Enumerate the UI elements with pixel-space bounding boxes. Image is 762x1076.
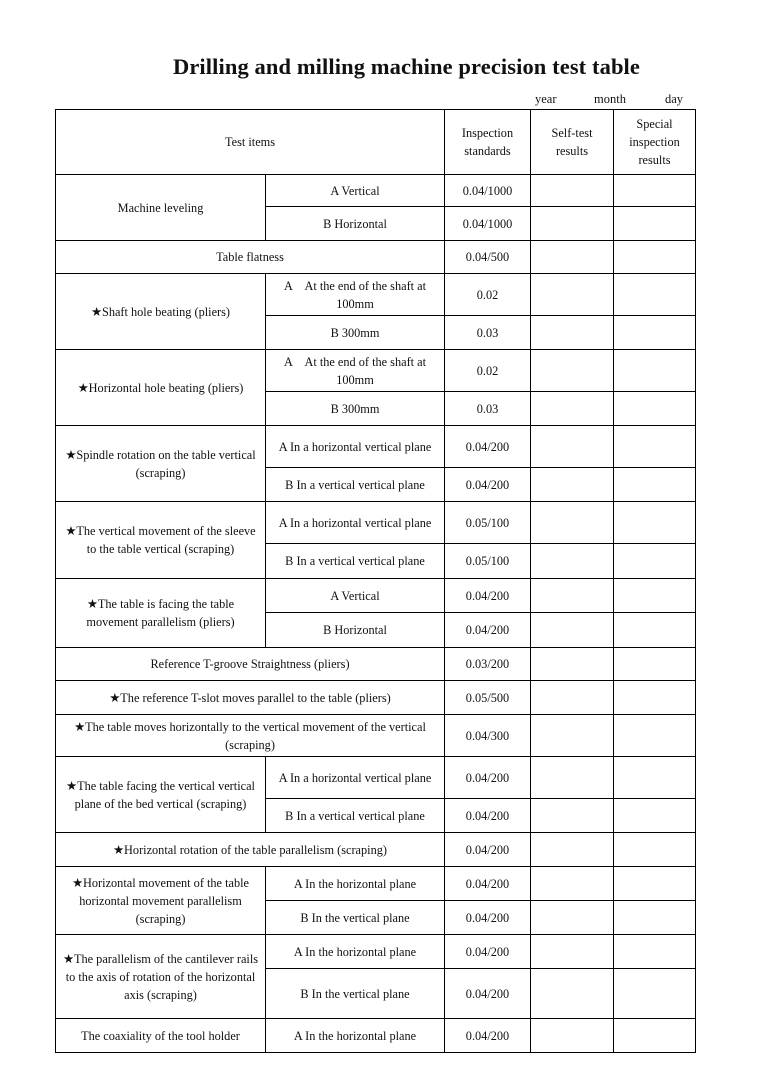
- sub-item-cell: A In a horizontal vertical plane: [266, 502, 445, 544]
- standard-cell: 0.04/300: [445, 715, 531, 757]
- standard-cell: 0.04/200: [445, 468, 531, 502]
- standard-cell: 0.04/200: [445, 969, 531, 1019]
- standard-cell: 0.02: [445, 350, 531, 392]
- standard-cell: 0.04/200: [445, 1019, 531, 1053]
- sub-item-cell: A In a horizontal vertical plane: [266, 426, 445, 468]
- test-item-cell: ★The table facing the vertical vertical plane of the bed vertical (scraping): [56, 757, 266, 833]
- test-item-cell: ★Spindle rotation on the table vertical (scraping): [56, 426, 266, 502]
- standard-cell: 0.03: [445, 316, 531, 350]
- self-test-cell[interactable]: [531, 715, 614, 757]
- self-test-cell[interactable]: [531, 901, 614, 935]
- test-item-cell: ★The table moves horizontally to the vertical movement of the vertical (scraping): [56, 715, 445, 757]
- standard-cell: 0.02: [445, 274, 531, 316]
- standard-cell: 0.04/200: [445, 901, 531, 935]
- special-inspection-cell[interactable]: [614, 274, 696, 316]
- sub-item-cell: A At the end of the shaft at 100mm: [266, 350, 445, 392]
- special-inspection-cell[interactable]: [614, 241, 696, 274]
- self-test-cell[interactable]: [531, 681, 614, 715]
- self-test-cell[interactable]: [531, 392, 614, 426]
- date-month-label: month: [594, 92, 626, 106]
- self-test-cell[interactable]: [531, 544, 614, 579]
- table-row: [56, 935, 696, 969]
- table-row: [56, 426, 696, 468]
- sub-item-cell: A Vertical: [266, 175, 445, 207]
- table-row: [56, 715, 696, 757]
- standard-cell: 0.04/200: [445, 426, 531, 468]
- test-item-cell: ★Horizontal rotation of the table parallelism (scraping): [56, 833, 445, 867]
- special-inspection-cell[interactable]: [614, 715, 696, 757]
- special-inspection-cell[interactable]: [614, 613, 696, 648]
- test-item-cell: The coaxiality of the tool holder: [56, 1019, 266, 1053]
- standard-cell: 0.03/200: [445, 648, 531, 681]
- sub-item-cell: B 300mm: [266, 316, 445, 350]
- standard-cell: 0.04/200: [445, 757, 531, 799]
- special-inspection-cell[interactable]: [614, 502, 696, 544]
- special-inspection-cell[interactable]: [614, 935, 696, 969]
- header-inspection-standards: Inspection standards: [445, 110, 531, 175]
- sub-item-cell: A In a horizontal vertical plane: [266, 757, 445, 799]
- test-item-cell: ★Shaft hole beating (pliers): [56, 274, 266, 350]
- header-test-items: Test items: [56, 110, 445, 175]
- self-test-cell[interactable]: [531, 274, 614, 316]
- sub-item-cell: B In a vertical vertical plane: [266, 544, 445, 579]
- sub-item-cell: A Vertical: [266, 579, 445, 613]
- table-row: [56, 274, 696, 316]
- special-inspection-cell[interactable]: [614, 175, 696, 207]
- special-inspection-cell[interactable]: [614, 901, 696, 935]
- self-test-cell[interactable]: [531, 799, 614, 833]
- special-inspection-cell[interactable]: [614, 579, 696, 613]
- self-test-cell[interactable]: [531, 350, 614, 392]
- sub-item-cell: A In the horizontal plane: [266, 1019, 445, 1053]
- self-test-cell[interactable]: [531, 757, 614, 799]
- special-inspection-cell[interactable]: [614, 648, 696, 681]
- self-test-cell[interactable]: [531, 833, 614, 867]
- special-inspection-cell[interactable]: [614, 426, 696, 468]
- self-test-cell[interactable]: [531, 613, 614, 648]
- table-row: [56, 502, 696, 544]
- table-row: [56, 833, 696, 867]
- self-test-cell[interactable]: [531, 207, 614, 241]
- special-inspection-cell[interactable]: [614, 867, 696, 901]
- self-test-cell[interactable]: [531, 579, 614, 613]
- standard-cell: 0.03: [445, 392, 531, 426]
- self-test-cell[interactable]: [531, 1019, 614, 1053]
- sub-item-cell: B Horizontal: [266, 207, 445, 241]
- sub-item-cell: B In a vertical vertical plane: [266, 468, 445, 502]
- test-item-cell: Machine leveling: [56, 175, 266, 241]
- sub-item-cell: A In the horizontal plane: [266, 867, 445, 901]
- date-day-label: day: [665, 92, 684, 106]
- standard-cell: 0.04/200: [445, 613, 531, 648]
- special-inspection-cell[interactable]: [614, 392, 696, 426]
- table-row: [56, 648, 696, 681]
- test-item-cell: ★The vertical movement of the sleeve to the table vertical (scraping): [56, 502, 266, 579]
- table-row: [56, 757, 696, 799]
- sub-item-cell: A In the horizontal plane: [266, 935, 445, 969]
- header-special-inspection-results: Special inspection results: [614, 110, 696, 175]
- test-item-cell: ★The parallelism of the cantilever rails to the axis of rotation of the horizontal axis (scraping): [56, 935, 266, 1019]
- special-inspection-cell[interactable]: [614, 969, 696, 1019]
- self-test-cell[interactable]: [531, 935, 614, 969]
- standard-cell: 0.04/200: [445, 833, 531, 867]
- table-row: [56, 241, 696, 274]
- sub-item-cell: B In the vertical plane: [266, 901, 445, 935]
- self-test-cell[interactable]: [531, 316, 614, 350]
- self-test-cell[interactable]: [531, 175, 614, 207]
- self-test-cell[interactable]: [531, 969, 614, 1019]
- table-row: [56, 867, 696, 901]
- standard-cell: 0.04/200: [445, 579, 531, 613]
- standard-cell: 0.04/200: [445, 867, 531, 901]
- special-inspection-cell[interactable]: [614, 207, 696, 241]
- precision-test-table: [55, 109, 696, 1053]
- special-inspection-cell[interactable]: [614, 681, 696, 715]
- standard-cell: 0.04/200: [445, 799, 531, 833]
- test-item-cell: ★Horizontal movement of the table horizontal movement parallelism (scraping): [56, 867, 266, 935]
- test-item-cell: Table flatness: [56, 241, 445, 274]
- special-inspection-cell[interactable]: [614, 757, 696, 799]
- self-test-cell[interactable]: [531, 648, 614, 681]
- standard-cell: 0.05/100: [445, 544, 531, 579]
- special-inspection-cell[interactable]: [614, 350, 696, 392]
- test-item-cell: Reference T-groove Straightness (pliers): [56, 648, 445, 681]
- self-test-cell[interactable]: [531, 867, 614, 901]
- header-row: [56, 110, 696, 175]
- special-inspection-cell[interactable]: [614, 799, 696, 833]
- document-title: Drilling and milling machine precision test table: [173, 54, 640, 79]
- special-inspection-cell[interactable]: [614, 316, 696, 350]
- self-test-cell[interactable]: [531, 502, 614, 544]
- table-row: [56, 1019, 696, 1053]
- special-inspection-cell[interactable]: [614, 1019, 696, 1053]
- header-self-test-results: Self-test results: [531, 110, 614, 175]
- table-row: [56, 579, 696, 613]
- standard-cell: 0.04/500: [445, 241, 531, 274]
- table-row: [56, 175, 696, 207]
- table-row: [56, 350, 696, 392]
- test-item-cell: ★The reference T-slot moves parallel to the table (pliers): [56, 681, 445, 715]
- date-year-label: year: [535, 92, 557, 106]
- standard-cell: 0.04/1000: [445, 175, 531, 207]
- standard-cell: 0.04/1000: [445, 207, 531, 241]
- sub-item-cell: B In a vertical vertical plane: [266, 799, 445, 833]
- self-test-cell[interactable]: [531, 468, 614, 502]
- test-item-cell: ★Horizontal hole beating (pliers): [56, 350, 266, 426]
- standard-cell: 0.05/500: [445, 681, 531, 715]
- standard-cell: 0.05/100: [445, 502, 531, 544]
- standard-cell: 0.04/200: [445, 935, 531, 969]
- self-test-cell[interactable]: [531, 426, 614, 468]
- table-row: [56, 681, 696, 715]
- sub-item-cell: A At the end of the shaft at 100mm: [266, 274, 445, 316]
- sub-item-cell: B In the vertical plane: [266, 969, 445, 1019]
- sub-item-cell: B Horizontal: [266, 613, 445, 648]
- special-inspection-cell[interactable]: [614, 468, 696, 502]
- test-item-cell: ★The table is facing the table movement parallelism (pliers): [56, 579, 266, 648]
- special-inspection-cell[interactable]: [614, 833, 696, 867]
- sub-item-cell: B 300mm: [266, 392, 445, 426]
- special-inspection-cell[interactable]: [614, 544, 696, 579]
- self-test-cell[interactable]: [531, 241, 614, 274]
